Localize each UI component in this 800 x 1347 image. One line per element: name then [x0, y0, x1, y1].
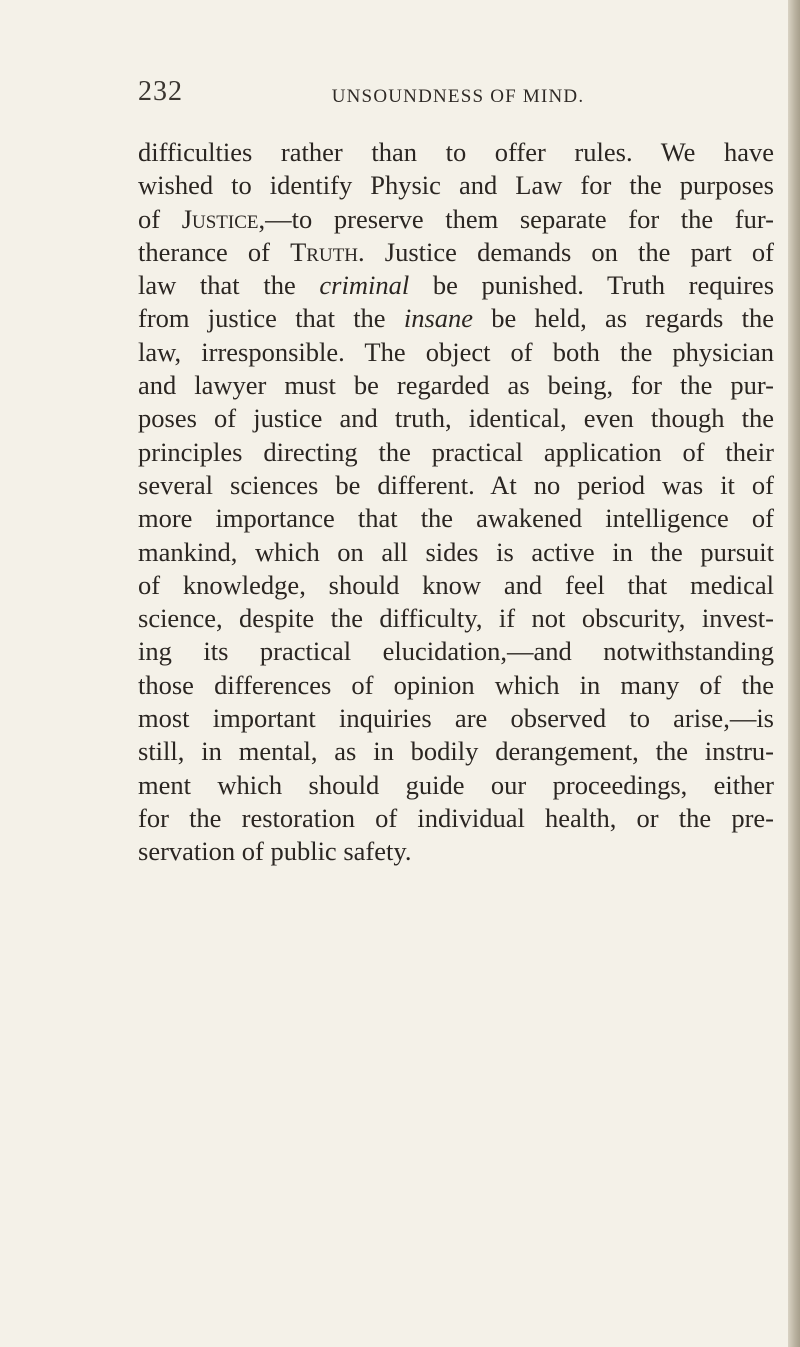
text-line: wished to identify Physic and Law for the purposes [138, 170, 774, 201]
text-line: difficulties rather than to offer rules. We have [138, 137, 774, 167]
text-line [138, 269, 774, 302]
italic-word: criminal [319, 270, 410, 301]
text-line: most important inquiries are observed to arise,—is [138, 703, 774, 734]
text-segment: law that the [138, 270, 320, 301]
text-line: several sciences be different. At no period was it of [138, 469, 774, 500]
text-segment: therance of [138, 236, 291, 267]
page-number: 232 [138, 76, 183, 107]
italic-word: insane [403, 303, 474, 334]
body-paragraph [138, 136, 774, 869]
text-line: principles directing the practical application of their [138, 436, 774, 467]
text-segment: be punished. Truth requires [409, 270, 775, 301]
text-line: those differences of opinion which in many of the [138, 669, 774, 700]
text-line: science, despite the difficulty, if not obscurity, invest- [138, 603, 774, 634]
text-line: ing its practical elucidation,—and notwithstanding [138, 636, 774, 667]
running-head: UNSOUNDNESS OF MIND. [331, 86, 585, 107]
text-line: ment which should guide our proceedings, either [138, 769, 774, 800]
text-segment: . Justice demands on the part of [358, 236, 774, 267]
small-caps-word: Truth [290, 236, 359, 267]
text-line: law, irresponsible. The object of both the physician [138, 336, 774, 367]
text-line: still, in mental, as in bodily derangement, the instru- [138, 736, 774, 767]
small-caps-word: Justice [181, 203, 259, 234]
text-line: of knowledge, should know and feel that medical [138, 569, 774, 600]
page-header [138, 76, 778, 116]
text-line: poses of justice and truth, identical, even though the [138, 403, 774, 434]
text-line [138, 203, 774, 236]
text-line: and lawyer must be regarded as being, for the pur- [138, 370, 774, 401]
text-line: for the restoration of individual health, or the pre- [138, 802, 774, 833]
text-line [138, 302, 774, 335]
text-segment: of [138, 203, 182, 234]
text-segment: be held, as regards the [473, 303, 774, 334]
text-line: more importance that the awakened intelligence of [138, 503, 774, 534]
text-line: mankind, which on all sides is active in the pursuit [138, 536, 774, 567]
text-segment: ,—to preserve them separate for the fur- [258, 203, 774, 234]
text-segment: from justice that the [138, 303, 404, 334]
text-line: servation of public safety. [138, 836, 412, 867]
page-edge [788, 0, 800, 1347]
text-line [138, 236, 774, 269]
